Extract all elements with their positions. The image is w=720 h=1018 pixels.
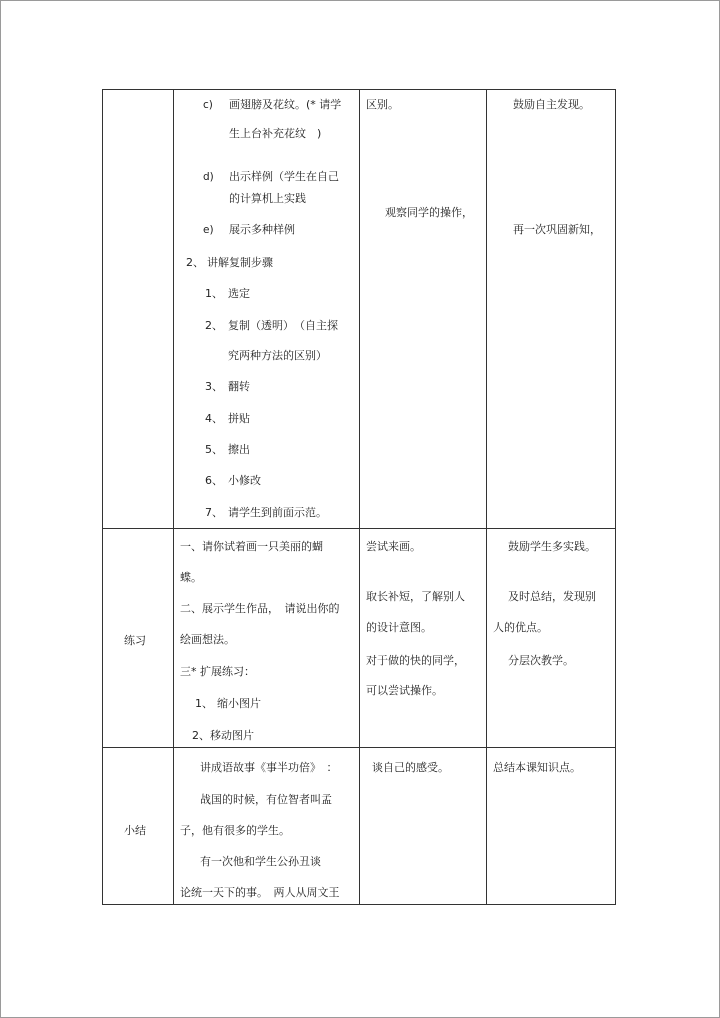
column-divider: [173, 89, 174, 905]
content-line: 选定: [228, 287, 250, 300]
design-purpose: 鼓励学生多实践。: [508, 540, 596, 553]
content-line: 拼贴: [228, 412, 250, 425]
list-marker: 3、: [205, 380, 223, 393]
design-purpose: 及时总结，发现别: [508, 590, 596, 603]
content-line: 绘画想法。: [180, 633, 235, 646]
list-marker: 1、: [195, 697, 213, 710]
content-line: 有一次他和学生公孙丑谈: [200, 855, 321, 868]
list-marker: 6、: [205, 474, 223, 487]
design-purpose: 分层次教学。: [508, 654, 574, 667]
content-line: 小修改: [228, 474, 261, 487]
content-line: 缩小图片: [217, 697, 261, 710]
student-activity: 取长补短，了解别人: [366, 590, 465, 603]
list-marker: c): [203, 99, 213, 111]
design-purpose: 再一次巩固新知，: [513, 223, 601, 236]
row-divider: [102, 747, 616, 748]
design-purpose: 总结本课知识点。: [493, 761, 581, 774]
content-line: 生上台补充花纹 ): [229, 127, 322, 140]
content-line: 请学生到前面示范。: [228, 506, 327, 519]
content-line: 2、移动图片: [192, 729, 254, 742]
list-marker: 4、: [205, 412, 223, 425]
content-line: 二、展示学生作品， 请说出你的: [180, 602, 340, 615]
student-activity: 的设计意图。: [366, 621, 432, 634]
student-activity: 区别。: [366, 98, 399, 111]
list-marker: d): [203, 171, 214, 183]
content-line: 出示样例（学生在自己: [229, 170, 339, 183]
content-line: 擦出: [228, 443, 250, 456]
design-purpose: 鼓励自主发现。: [513, 98, 590, 111]
list-marker: 2、: [186, 256, 204, 269]
student-activity: 可以尝试操作。: [366, 684, 443, 697]
content-line: 论统一天下的事。 两人从周文王: [180, 886, 340, 899]
content-line: 三* 扩展练习：: [180, 665, 255, 678]
list-marker: 2、: [205, 319, 223, 332]
content-line: 讲成语故事《事半功倍》 ：: [200, 761, 338, 774]
design-purpose: 人的优点。: [493, 621, 548, 634]
list-marker: 1、: [205, 287, 223, 300]
content-line: 复制（透明） （自主探: [228, 319, 338, 332]
row-label: 练习: [124, 634, 146, 647]
row-label: 小结: [124, 824, 146, 837]
content-line: 战国的时候，有位智者叫孟: [200, 793, 332, 806]
row-divider: [102, 528, 616, 529]
content-line: 子，他有很多的学生。: [180, 824, 290, 837]
content-line: 翻转: [228, 380, 250, 393]
column-divider: [486, 89, 487, 905]
list-marker: 5、: [205, 443, 223, 456]
content-line: 展示多种样例: [229, 223, 295, 236]
list-marker: 7、: [205, 506, 223, 519]
student-activity: 观察同学的操作，: [385, 206, 473, 219]
content-line: 一、请你试着画一只美丽的蝴: [180, 540, 323, 553]
list-marker: e): [203, 224, 214, 236]
content-line: 的计算机上实践: [229, 192, 306, 205]
student-activity: 尝试来画。: [366, 540, 421, 553]
content-line: 究两种方法的区别）: [228, 349, 327, 362]
content-line: 讲解复制步骤: [207, 256, 273, 269]
content-line: 蝶。: [180, 571, 202, 584]
student-activity: 对于做的快的同学，: [366, 654, 465, 667]
student-activity: 谈自己的感受。: [372, 761, 449, 774]
column-divider: [359, 89, 360, 905]
content-line: 画翅膀及花纹。(* 请学: [229, 98, 342, 111]
